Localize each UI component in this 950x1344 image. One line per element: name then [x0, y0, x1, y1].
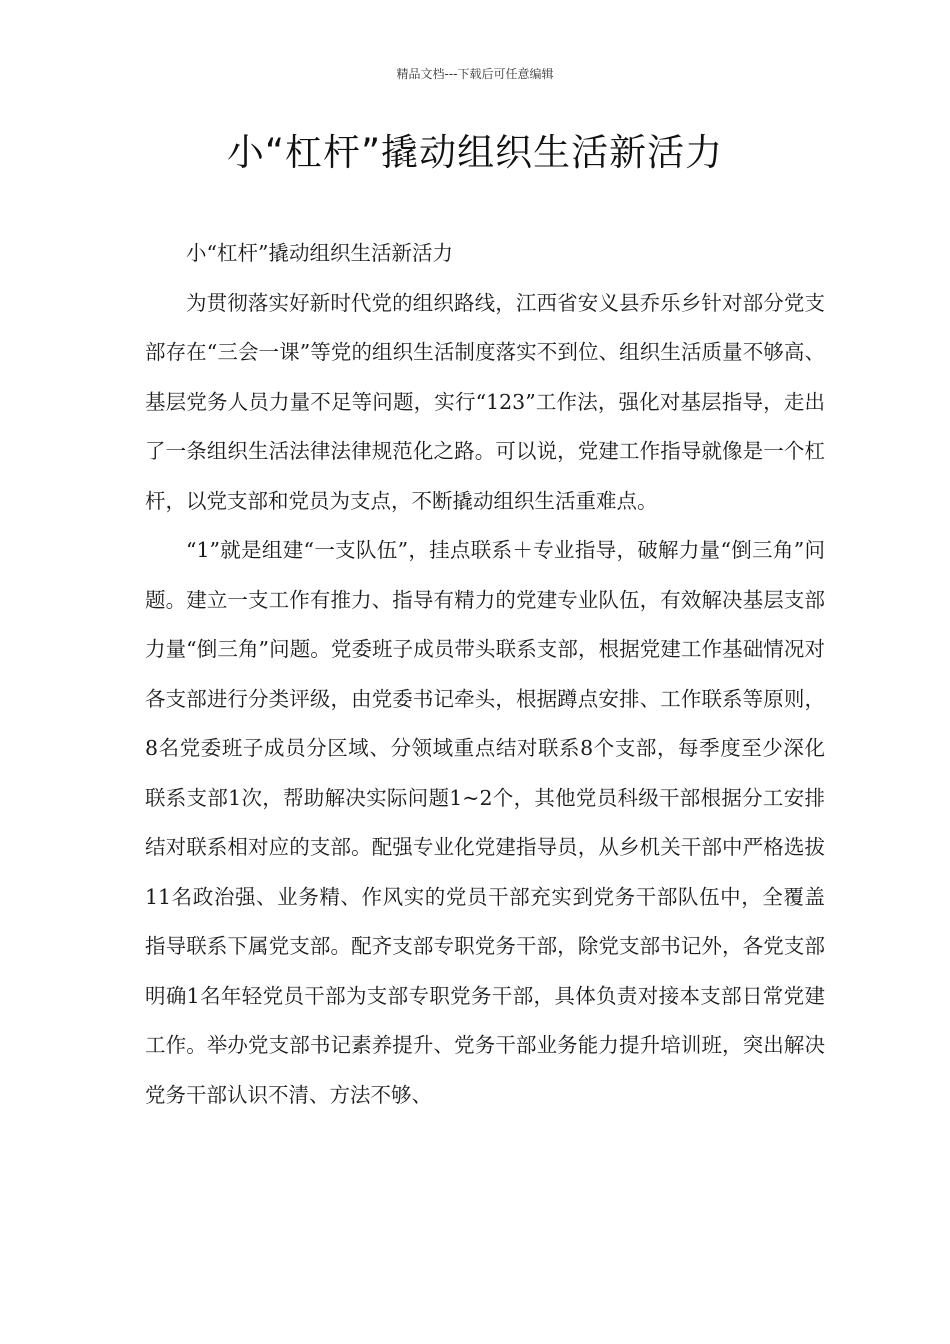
body-paragraph: “1”就是组建“一支队伍”，挂点联系＋专业指导，破解力量“倒三角”问题。建立一支工作有推力、指导有精力的党建专业队伍，有效解决基层支部力量“倒三角”问题。党委班子成员带头联系支部，根据党建工作基础情况对各支部进行分类评级，由党委书记牵头，根据蹲点安排、工作联系等原则，8名党委班子成员分区域、分领域重点结对联系8个支部，每季度至少深化联系支部1次，帮助解决实际问题1~2个，其他党员科级干部根据分工安排结对联系相对应的支部。配强专业化党建指导员，从乡机关干部中严格选拔11名政治强、业务精、作风实的党员干部充实到党务干部队伍中，全覆盖指导联系下属党支部。配齐支部专职党务干部，除党支部书记外，各党支部明确1名年轻党员干部为支部专职党务干部，具体负责对接本支部日常党建工作。举办党支部书记素养提升、党务干部业务能力提升培训班，突出解决党务干部认识不清、方法不够、 — [145, 538, 825, 1107]
document-title: 小“杠杆”撬动组织生活新活力 — [226, 131, 724, 174]
body-paragraph: 小“杠杆”撬动组织生活新活力 — [186, 241, 453, 265]
header-note: 精品文档---下载后可任意编辑 — [396, 67, 554, 81]
document-body — [145, 229, 825, 1120]
body-paragraph: 为贯彻落实好新时代党的组织路线，江西省安义县乔乐乡针对部分党支部存在“三会一课”等党的组织生活制度落实不到位、组织生活质量不够高、基层党务人员力量不足等问题，实行“123”工作法，强化对基层指导，走出了一条组织生活法律法律规范化之路。可以说，党建工作指导就像是一个杠杆，以党支部和党员为支点，不断撬动组织生活重难点。 — [145, 290, 825, 513]
